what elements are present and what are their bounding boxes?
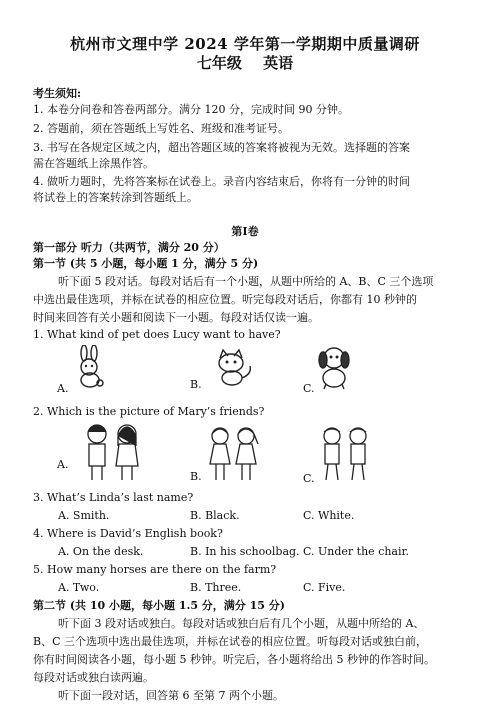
section2-next-instruction: 听下面一段对话，回答第 6 至第 7 两个小题。 (58, 689, 284, 702)
grade-label: 七年级 (196, 54, 242, 72)
section1-heading: 第一节 (共 5 小题，每小题 1 分，满分 5 分) (33, 257, 259, 270)
option-label-c: C. (303, 382, 315, 395)
two-kids-picture-b (206, 424, 262, 482)
q3-option-c: C. White. (303, 509, 355, 522)
section1-instruction: 中选出最佳选项，并标在试卷的相应位置。听完每段对话后，你都有 10 秒钟的 (33, 293, 417, 306)
volume-heading: 第Ⅰ卷 (231, 225, 259, 238)
dog-picture (316, 344, 352, 390)
two-kids-picture-c (318, 424, 374, 482)
q5-option-b: B. Three. (190, 581, 242, 594)
section2-heading: 第二节 (共 10 小题，每小题 1.5 分，满分 15 分) (33, 599, 285, 612)
rabbit-picture (70, 345, 110, 389)
q4-option-b: B. In his schoolbag. (190, 545, 300, 558)
section2-instruction: 你有时间阅读各小题，每小题 5 秒钟。听完后，各小题将给出 5 秒钟的作答时间。 (33, 653, 435, 666)
question-4: 4. Where is David’s English book? (33, 527, 223, 540)
question-5: 5. How many horses are there on the farm? (33, 563, 277, 576)
notice-line: 将试卷上的答案转涂到答题纸上。 (33, 191, 198, 204)
exam-subtitle (0, 52, 490, 73)
option-label-b: B. (190, 470, 202, 483)
two-kids-picture-a (80, 420, 146, 482)
q4-option-a: A. On the desk. (58, 545, 144, 558)
option-label-b: B. (190, 378, 202, 391)
q5-option-c: C. Five. (303, 581, 346, 594)
option-label-c: C. (303, 472, 315, 485)
section2-instruction: 每段对话或独白读两遍。 (33, 671, 154, 684)
notice-line: 4. 做听力题时，先将答案标在试卷上。录音内容结束后，你将有一分钟的时间 (33, 175, 410, 188)
option-label-a: A. (57, 458, 69, 471)
question-3: 3. What’s Linda’s last name? (33, 491, 194, 504)
q5-option-a: A. Two. (58, 581, 100, 594)
section1-instruction: 听下面 5 段对话。每段对话后有一个小题，从题中所给的 A、B、C 三个选项 (58, 275, 434, 288)
q4-option-c: C. Under the chair. (303, 545, 410, 558)
section2-instruction: 听下面 3 段对话或独白。每段对话或独白后有几个小题，从题中所给的 A、 (58, 617, 425, 630)
notice-line: 1. 本卷分问卷和答卷两部分。满分 120 分，完成时间 90 分钟。 (33, 103, 349, 116)
notice-line: 需在答题纸上涂黑作答。 (33, 157, 154, 170)
notice-heading: 考生须知: (33, 87, 82, 100)
q3-option-b: B. Black. (190, 509, 240, 522)
section1-instruction: 时间来回答有关小题和阅读下一小题。每段对话仅读一遍。 (33, 311, 319, 324)
part1-heading: 第一部分 听力（共两节，满分 20 分） (33, 241, 225, 254)
option-label-a: A. (57, 382, 69, 395)
exam-title: 杭州市文理中学 2024 学年第一学期期中质量调研 (70, 35, 420, 53)
notice-line: 3. 书写在各规定区域之内，超出答题区域的答案将被视为无效。选择题的答案 (33, 141, 410, 154)
subject-label: 英语 (263, 54, 294, 72)
notice-line: 2. 答题前，须在答题纸上写姓名、班级和准考证号。 (33, 122, 289, 135)
q3-option-a: A. Smith. (58, 509, 110, 522)
question-1: 1. What kind of pet does Lucy want to have? (33, 328, 281, 341)
section2-instruction: B、C 三个选项中选出最佳选项，并标在试卷的相应位置。听每段对话或独白前， (33, 635, 427, 648)
cat-picture (212, 348, 256, 388)
question-2: 2. Which is the picture of Mary’s friends? (33, 405, 265, 418)
